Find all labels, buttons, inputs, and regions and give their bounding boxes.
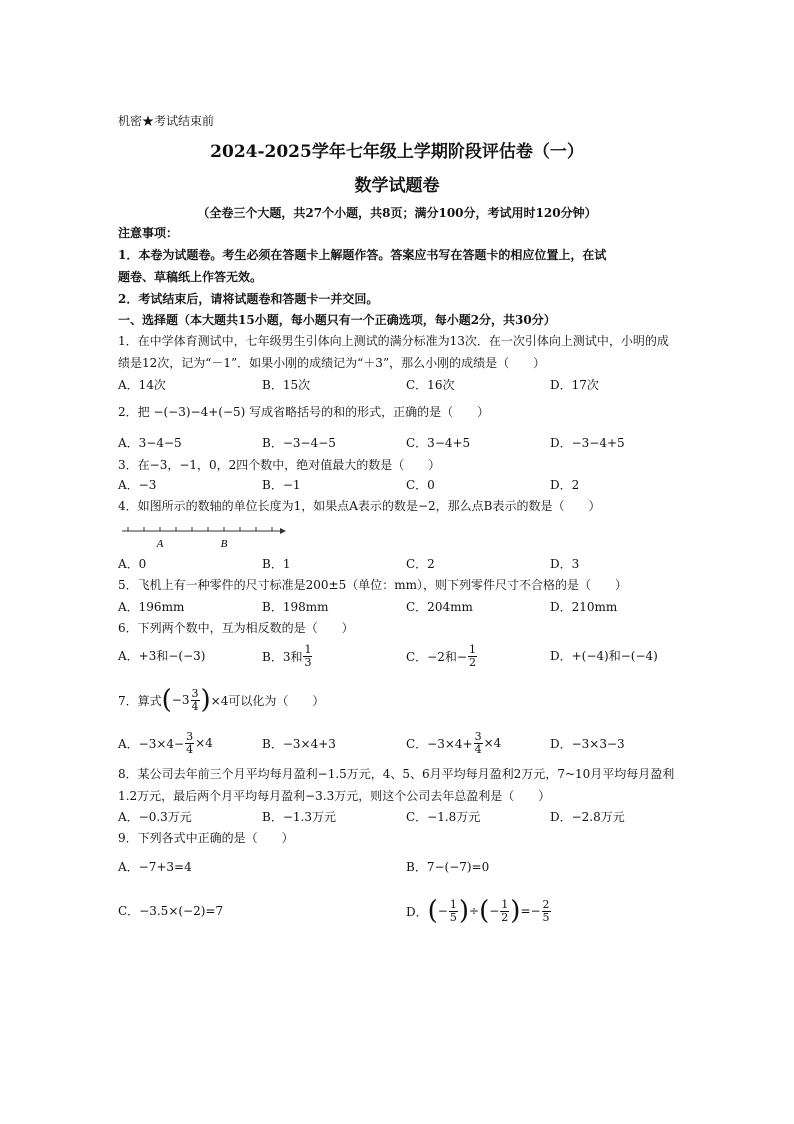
- fraction-numerator: 1: [304, 642, 312, 656]
- point-a-label: A: [156, 538, 164, 549]
- fraction-denominator: 5: [542, 910, 550, 924]
- q3-option-a: A．−3: [118, 478, 157, 492]
- fraction-numerator: 3: [191, 686, 199, 700]
- q5-option-a: A．196mm: [118, 600, 185, 614]
- fraction-numerator: 3: [474, 729, 482, 743]
- fraction-denominator: 4: [186, 742, 194, 756]
- q1-option-c: C．16次: [406, 378, 455, 392]
- fraction-denominator: 2: [501, 910, 509, 924]
- q9-option-b: B．7−(−7)=0: [406, 860, 490, 874]
- q7-option-c-suffix: ×4: [483, 736, 502, 750]
- minus-sign: −: [437, 904, 448, 918]
- q3-option-b: B．−1: [262, 478, 301, 492]
- q4-option-b: B．1: [262, 557, 291, 571]
- q7-option-c-prefix: C．−3×4+: [406, 736, 473, 751]
- q4-option-d: D．3: [550, 557, 580, 571]
- divide-sign: ÷: [469, 904, 480, 918]
- minus-sign: −: [489, 904, 500, 918]
- q7-option-a-prefix: A．−3×4−: [118, 736, 185, 751]
- exam-title: 2024-2025学年七年级上学期阶段评估卷（一）: [210, 142, 584, 162]
- fraction-numerator: 1: [501, 897, 509, 911]
- open-paren: (: [479, 896, 490, 926]
- q8-option-b: B．−1.3万元: [262, 810, 336, 824]
- q6-option-b-fraction: [303, 644, 312, 669]
- fraction-denominator: 4: [191, 699, 199, 713]
- q1-stem-line-2: 绩是12次，记为“－1”．如果小刚的成绩记为“＋3”，那么小刚的成绩是（ ）: [118, 356, 546, 370]
- q6-option-c-text: C．−2和−: [406, 649, 467, 664]
- q5-stem: 5．飞机上有一种零件的尺寸标准是200±5（单位：mm），则下列零件尺寸不合格的是（ ）: [118, 578, 627, 592]
- note-1-line-1: 1．本卷为试题卷。考生必须在答题卡上解题作答。答案应书写在答题卡的相应位置上，在试: [118, 248, 607, 262]
- point-b-label: B: [220, 538, 228, 549]
- q2-option-a: A．3−4−5: [118, 436, 182, 450]
- q7-option-c-fraction: [474, 731, 483, 756]
- q8-option-a: A．−0.3万元: [118, 810, 192, 824]
- q3-option-c: C．0: [406, 478, 435, 492]
- q8-option-d: D．−2.8万元: [550, 810, 625, 824]
- fraction-numerator: 2: [542, 897, 550, 911]
- q1-option-d: D．17次: [550, 378, 599, 392]
- q6-option-b: [262, 641, 313, 671]
- close-paren: ): [458, 896, 469, 926]
- q9-stem: 9．下列各式中正确的是（ ）: [118, 831, 294, 845]
- q5-option-d: D．210mm: [550, 600, 618, 614]
- q9-option-c: C．−3.5×(−2)=7: [118, 904, 224, 918]
- q7-option-d: D．−3×3−3: [550, 737, 625, 751]
- fraction-denominator: 2: [468, 655, 476, 669]
- q6-option-c: [406, 641, 478, 671]
- q7-stem: [118, 685, 324, 715]
- q6-option-a: A．+3和−(−3): [118, 649, 206, 663]
- q8-stem-line-1: 8．某公司去年前三个月平均每月盈利−1.5万元，4、5、6月平均每月盈利2万元，7~10月平均每月盈利: [118, 767, 675, 781]
- q9-option-d: [406, 896, 552, 926]
- q9-d-fraction-1: [449, 899, 458, 924]
- q9-option-d-label: D．: [406, 904, 428, 919]
- q2-option-d: D．−3−4+5: [550, 436, 625, 450]
- fraction-denominator: 5: [449, 910, 457, 924]
- fraction-denominator: 3: [304, 655, 312, 669]
- q8-stem-line-2: 1.2万元，最后两个月平均每月盈利−3.3万元，则这个公司去年总盈利是（ ）: [118, 789, 551, 803]
- fraction-denominator: 4: [474, 742, 482, 756]
- note-1-line-2: 题卷、草稿纸上作答无效。: [118, 270, 263, 284]
- q8-option-c: C．−1.8万元: [406, 810, 481, 824]
- q1-option-b: B．15次: [262, 378, 311, 392]
- q9-d-fraction-3: [542, 899, 551, 924]
- q3-option-d: D．2: [550, 478, 580, 492]
- q3-stem: 3．在−3，−1，0，2四个数中，绝对值最大的数是（ ）: [118, 458, 441, 472]
- q7-stem-suffix: ×4可以化为（ ）: [210, 693, 325, 708]
- q1-stem-line-1: 1．在中学体育测试中，七年级男生引体向上测试的满分标准为13次．在一次引体向上测试中，小明的成: [118, 334, 669, 348]
- confidential-mark: 机密★考试结束前: [118, 114, 215, 128]
- q7-stem-prefix: 7．算式: [118, 693, 162, 708]
- q1-option-a: A．14次: [118, 378, 166, 392]
- q2-option-b: B．−3−4−5: [262, 436, 336, 450]
- q6-option-c-fraction: [468, 644, 477, 669]
- q7-option-a-fraction: [185, 731, 194, 756]
- q2-option-c: C．3−4+5: [406, 436, 471, 450]
- q6-option-b-text: B．3和: [262, 649, 303, 664]
- q6-option-d: D．+(−4)和−(−4): [550, 649, 658, 663]
- q7-option-b: B．−3×4+3: [262, 737, 336, 751]
- q6-stem: 6．下列两个数中，互为相反数的是（ ）: [118, 621, 354, 635]
- note-2: 2．考试结束后，请将试题卷和答题卡一并交回。: [118, 292, 379, 306]
- open-paren: (: [161, 685, 172, 715]
- q9-d-fraction-2: [500, 899, 509, 924]
- q5-option-b: B．198mm: [262, 600, 329, 614]
- number-line-arrow: [280, 528, 286, 534]
- notes-heading: 注意事项：: [118, 226, 179, 240]
- close-paren: ): [510, 896, 521, 926]
- q7-option-c: [406, 728, 501, 758]
- q7-mixed-whole: −3: [171, 693, 190, 707]
- number-line-ticks: [128, 527, 272, 531]
- q2-stem: 2．把 −(−3)−4+(−5) 写成省略括号的和的形式，正确的是（ ）: [118, 405, 490, 419]
- exam-info: （全卷三个大题，共27个小题，共8页；满分100分，考试用时120分钟）: [197, 206, 597, 220]
- q7-option-a: [118, 728, 213, 758]
- equals-negative: =−: [520, 904, 541, 918]
- q9-option-a: A．−7+3=4: [118, 860, 192, 874]
- q4-option-c: C．2: [406, 557, 435, 571]
- q5-option-c: C．204mm: [406, 600, 473, 614]
- open-paren: (: [427, 896, 438, 926]
- exam-subtitle: 数学试题卷: [354, 176, 440, 196]
- number-line-figure: [118, 521, 288, 549]
- q7-stem-fraction: [191, 688, 200, 713]
- section-1-heading: 一、选择题（本大题共15小题，每小题只有一个正确选项，每小题2分，共30分）: [118, 313, 556, 327]
- fraction-numerator: 1: [468, 642, 476, 656]
- q4-option-a: A．0: [118, 557, 147, 571]
- fraction-numerator: 1: [449, 897, 457, 911]
- fraction-numerator: 3: [186, 729, 194, 743]
- close-paren: ): [200, 685, 211, 715]
- q4-stem: 4．如图所示的数轴的单位长度为1，如果点A表示的数是−2，那么点B表示的数是（ ）: [118, 499, 601, 513]
- q7-option-a-suffix: ×4: [195, 736, 213, 750]
